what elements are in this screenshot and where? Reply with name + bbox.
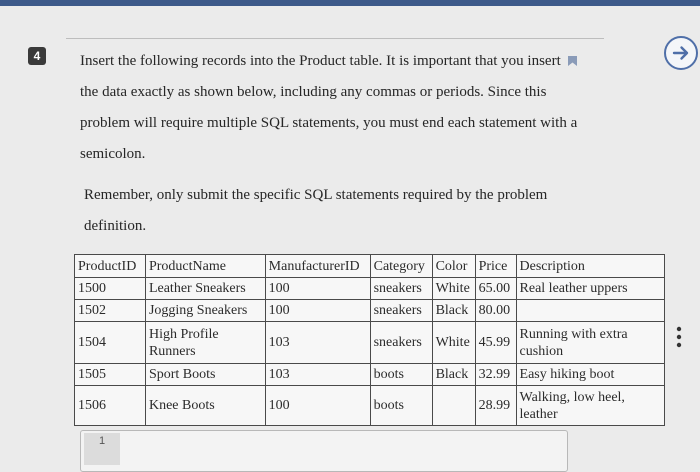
editor-line-number: 1 — [84, 433, 120, 465]
column-header-manufacturerid: ManufacturerID — [265, 255, 370, 278]
cell-productname: High Profile Runners — [145, 322, 265, 364]
column-header-category: Category — [370, 255, 432, 278]
table-row — [75, 278, 665, 300]
cell-category: boots — [370, 364, 432, 386]
cell-price: 28.99 — [475, 386, 516, 426]
question-reminder: Remember, only submit the specific SQL statements required by the problem definition. — [84, 187, 548, 234]
cell-productname: Jogging Sneakers — [145, 300, 265, 322]
cell-price: 45.99 — [475, 322, 516, 364]
question-instructions: Insert the following records into the Product table. It is important that you insert the data exactly as shown below, including any commas or periods. Since this problem will require multiple SQL statements, you must end each statement with a semicolon. — [80, 53, 578, 162]
cell-color: White — [432, 322, 475, 364]
cell-productname: Sport Boots — [145, 364, 265, 386]
cell-description: Easy hiking boot — [516, 364, 664, 386]
cell-productid: 1504 — [75, 322, 146, 364]
table-header-row — [75, 255, 665, 278]
cell-category: sneakers — [370, 300, 432, 322]
column-header-price: Price — [475, 255, 516, 278]
cell-price: 65.00 — [475, 278, 516, 300]
cell-productid: 1500 — [75, 278, 146, 300]
cell-manufacturerid: 100 — [265, 386, 370, 426]
cell-productname: Knee Boots — [145, 386, 265, 426]
question-divider — [66, 38, 604, 39]
cell-category: sneakers — [370, 322, 432, 364]
question-number-badge: 4 — [28, 47, 46, 65]
cell-manufacturerid: 103 — [265, 322, 370, 364]
sql-answer-editor[interactable] — [80, 430, 568, 472]
top-accent-bar — [0, 0, 700, 6]
cell-productname: Leather Sneakers — [145, 278, 265, 300]
arrow-right-circle-icon[interactable] — [664, 36, 698, 70]
cell-price: 80.00 — [475, 300, 516, 322]
cell-productid: 1502 — [75, 300, 146, 322]
cell-color — [432, 386, 475, 426]
cell-manufacturerid: 100 — [265, 300, 370, 322]
cell-description — [516, 300, 664, 322]
column-header-description: Description — [516, 255, 664, 278]
cell-description: Real leather uppers — [516, 278, 664, 300]
table-row — [75, 322, 665, 364]
table-row — [75, 364, 665, 386]
cell-color: Black — [432, 364, 475, 386]
table-row — [75, 386, 665, 426]
product-records-table — [74, 254, 665, 426]
cell-description: Walking, low heel, leather — [516, 386, 664, 426]
cell-color: White — [432, 278, 475, 300]
cell-manufacturerid: 103 — [265, 364, 370, 386]
table-row — [75, 300, 665, 322]
column-header-color: Color — [432, 255, 475, 278]
cell-color: Black — [432, 300, 475, 322]
column-header-productname: ProductName — [145, 255, 265, 278]
cell-description: Running with extra cushion — [516, 322, 664, 364]
more-vertical-icon[interactable] — [676, 326, 682, 348]
column-header-productid: ProductID — [75, 255, 146, 278]
cell-productid: 1506 — [75, 386, 146, 426]
cell-category: sneakers — [370, 278, 432, 300]
cell-productid: 1505 — [75, 364, 146, 386]
cell-manufacturerid: 100 — [265, 278, 370, 300]
cell-category: boots — [370, 386, 432, 426]
cell-price: 32.99 — [475, 364, 516, 386]
